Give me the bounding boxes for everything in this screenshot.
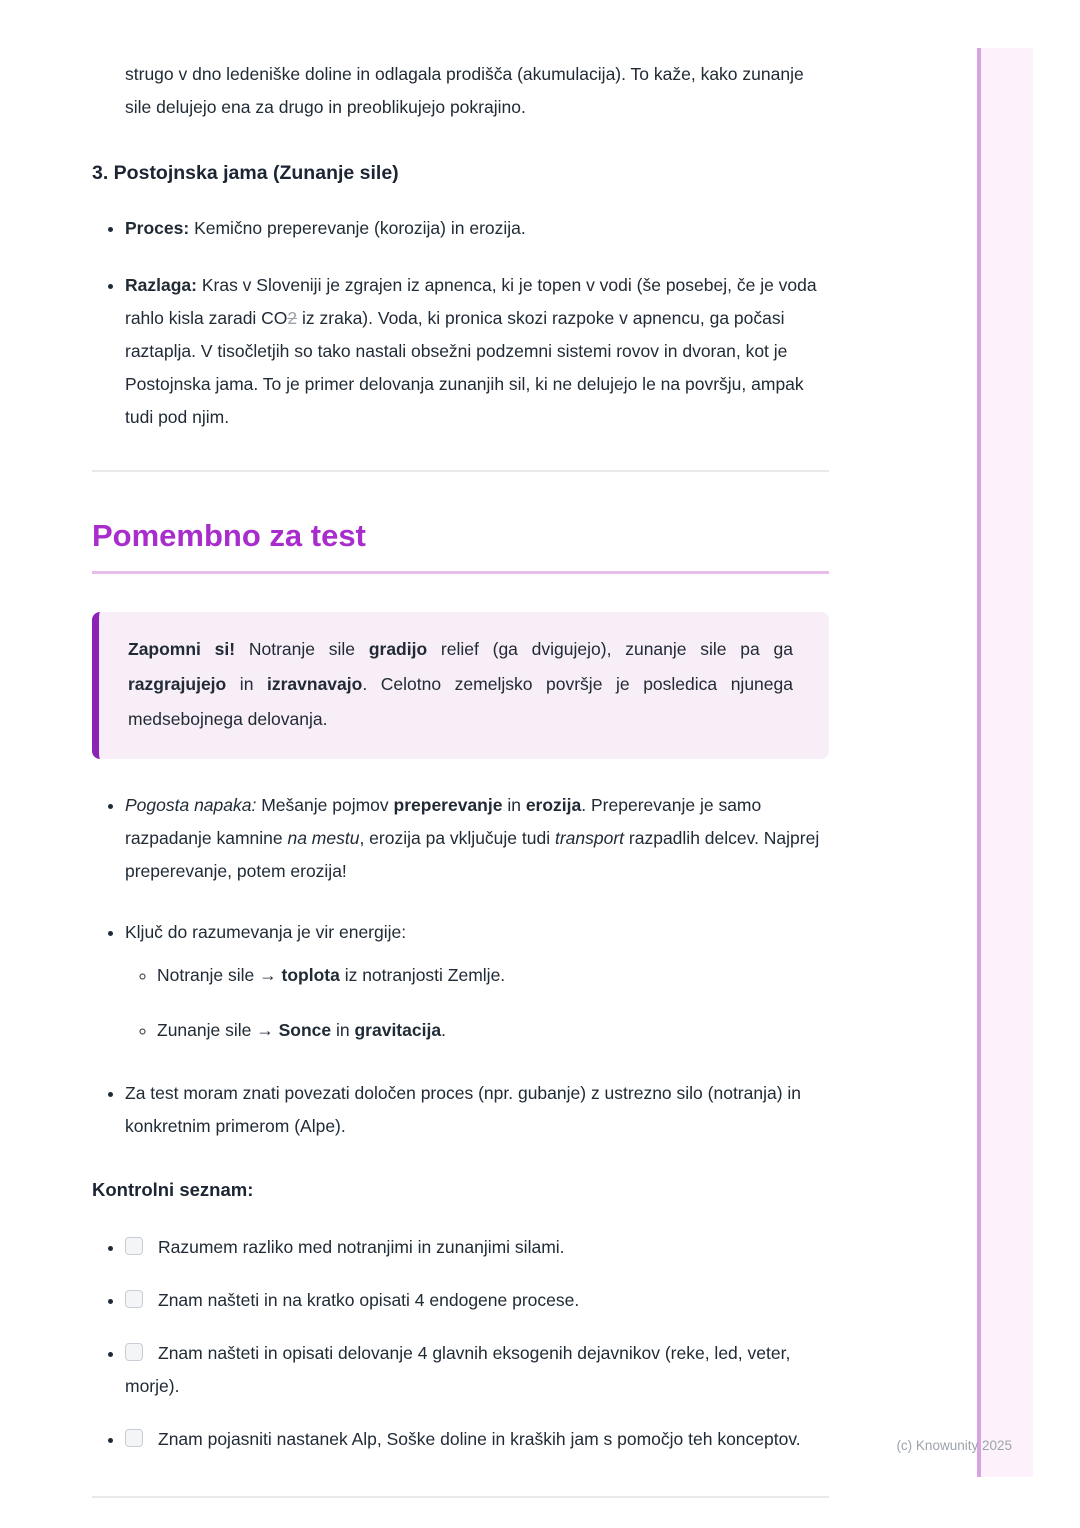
checkbox-icon: [125, 1237, 143, 1255]
bullet-proces: [125, 212, 829, 245]
proces-label: Proces:: [125, 218, 190, 238]
co2-subscript: 2: [287, 308, 298, 328]
callout-bold-gradijo: gradijo: [368, 639, 428, 659]
razlaga-seg2: iz zraka). Voda, ki pronica skozi razpoke v apnencu, ga počasi raztaplja. V tisočletjih so tako nastali obsežni podzemni sistemi rovov in dvoran, kot je Postojnska jama. To je primer delovanja zunanjih sil, ki ne delujejo le na površju, ampak tudi pod njim.: [125, 308, 804, 427]
sub-bullet-notranje-sile: [157, 959, 829, 992]
proces-text: Kemično preperevanje (korozija) in erozija.: [189, 218, 526, 238]
callout-seg4: . Celotno zemeljsko površje je posledica njunega medsebojnega delovanja.: [128, 674, 793, 729]
bullet-pogosta-napaka: [125, 789, 829, 888]
napaka-seg5: razpadlih delcev. Najprej preperevanje, potem erozija!: [125, 828, 820, 881]
section-divider-top: [92, 470, 829, 472]
checklist: [92, 1231, 829, 1456]
napaka-seg4: , erozija pa vključuje tudi: [359, 828, 555, 848]
checklist-item-text: Znam našteti in opisati delovanje 4 glavnih eksogenih dejavnikov (reke, led, veter, morje).: [125, 1343, 791, 1396]
checklist-item-text: Znam našteti in na kratko opisati 4 endogene procese.: [158, 1290, 580, 1310]
napaka-italic-na-mestu: na mestu: [287, 828, 360, 848]
napaka-seg3: . Preperevanje je samo razpadanje kamnine: [125, 795, 762, 848]
callout-seg3: in: [226, 674, 267, 694]
bullet-za-test: [125, 1077, 829, 1143]
callout-bold-intro: Zapomni si!: [128, 639, 236, 659]
copyright-notice: (c) Knowunity 2025: [896, 1438, 1012, 1453]
checklist-item-text: Razumem razliko med notranjimi in zunanjimi silami.: [158, 1237, 565, 1257]
sub2-bold-gravitacija: gravitacija: [354, 1020, 442, 1040]
checkbox-icon: [125, 1343, 143, 1361]
callout-seg2: relief (ga dvigujejo), zunanje sile pa ga: [427, 639, 793, 659]
sub2-seg3: .: [441, 1020, 446, 1040]
sub1-seg2: iz notranjosti Zemlje.: [339, 965, 506, 985]
checklist-item: [125, 1337, 829, 1403]
callout-seg1: Notranje sile: [235, 639, 369, 659]
section-divider-bottom: [92, 1496, 829, 1498]
intro-text: strugo v dno ledeniške doline in odlagala prodišča (akumulacija). To kaže, kako zunanje sile delujejo ena za drugo in preoblikujejo pokrajino.: [125, 64, 804, 117]
callout-zapomni-si: [92, 612, 829, 759]
sub2-bold-sonce: Sonce: [278, 1020, 332, 1040]
checkbox-icon: [125, 1290, 143, 1308]
callout-bold-izravnavajo: izravnavajo: [267, 674, 363, 694]
energy-source-sublist: [125, 959, 829, 1047]
napaka-italic-transport: transport: [554, 828, 625, 848]
checklist-item: [125, 1423, 829, 1456]
checklist-item-text: Znam pojasniti nastanek Alp, Soške doline in kraških jam s pomočjo teh konceptov.: [158, 1429, 801, 1449]
checklist-item: [125, 1231, 829, 1264]
section3-bullet-list: [92, 212, 829, 434]
sub2-seg1: Zunanje sile →: [157, 1020, 279, 1040]
callout-bold-razgrajujejo: razgrajujejo: [128, 674, 227, 694]
page-edge-strip: [977, 48, 1033, 1477]
sub-bullet-zunanje-sile: [157, 1014, 829, 1047]
napaka-seg2: in: [502, 795, 526, 815]
bullet-razlaga: [125, 269, 829, 434]
sub1-seg1: Notranje sile →: [157, 965, 282, 985]
sub1-bold-toplota: toplota: [281, 965, 340, 985]
napaka-italic-label: Pogosta napaka:: [125, 795, 257, 815]
napaka-bold-preperevanje: preperevanje: [393, 795, 503, 815]
checklist-item: [125, 1284, 829, 1317]
test-tips-bullet-list: [92, 789, 829, 1143]
napaka-bold-erozija: erozija: [525, 795, 582, 815]
zatest-text: Za test moram znati povezati določen proces (npr. gubanje) z ustrezno silo (notranja) in konkretnim primerom (Alpe).: [125, 1083, 802, 1136]
kljuc-text: Ključ do razumevanja je vir energije:: [125, 922, 407, 942]
page-title-pomembno-za-test: Pomembno za test: [92, 518, 829, 574]
intro-paragraph: [92, 58, 829, 124]
checkbox-icon: [125, 1429, 143, 1447]
napaka-seg1: Mešanje pojmov: [256, 795, 394, 815]
bullet-kljuc: [125, 916, 829, 1047]
document-content: [92, 44, 829, 1498]
checklist-heading: Kontrolni seznam:: [92, 1179, 254, 1200]
section-heading-postojnska-jama: 3. Postojnska jama (Zunanje sile): [92, 162, 399, 184]
razlaga-label: Razlaga:: [125, 275, 197, 295]
razlaga-seg1: Kras v Sloveniji je zgrajen iz apnenca, ki je topen v vodi (še posebej, če je voda rahlo kisla zaradi CO: [125, 275, 817, 328]
sub2-seg2: in: [331, 1020, 355, 1040]
